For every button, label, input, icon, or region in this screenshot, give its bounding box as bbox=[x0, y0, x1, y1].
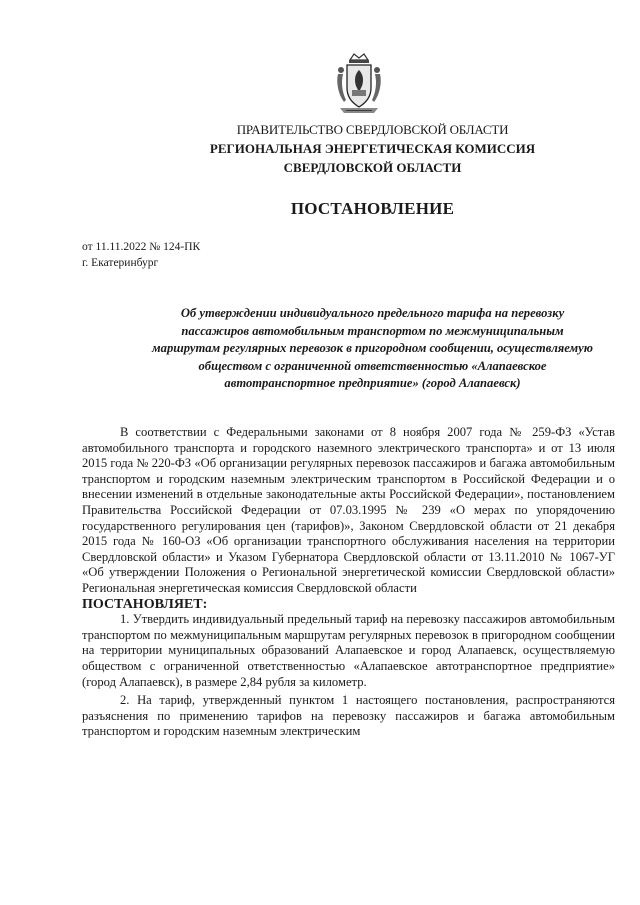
decree-heading: ПОСТАНОВЛЯЕТ: bbox=[82, 596, 208, 612]
item-1-paragraph: 1. Утвердить индивидуальный предельный тариф на перевозку пассажиров автомобильным транспортом по межмуниципальным маршрутам регулярных перевозок в пригородном сообщении на территории муниципальных образований Алапаевское и город Алапаевск, осуществляемую обществом с ограниченной ответственностью «Алапаевское автотранспортное предприятие» (город Алапаевск), в размере 2,84 рубля за километр. bbox=[82, 612, 615, 689]
subject-line: маршрутам регулярных перевозок в пригородном сообщении, осуществляемую bbox=[152, 341, 593, 355]
document-type-title: ПОСТАНОВЛЕНИЕ bbox=[290, 199, 455, 218]
subject-line: пассажиров автомобильным транспортом по межмуниципальным bbox=[181, 323, 564, 338]
org-name-line2: РЕГИОНАЛЬНАЯ ЭНЕРГЕТИЧЕСКАЯ КОМИССИЯ bbox=[209, 141, 536, 156]
item-2-paragraph: 2. На тариф, утвержденный пунктом 1 настоящего постановления, распространяются разъяснения по применению тарифов на перевозку пассажиров и багажа автомобильным транспортом и городским наземным электрическим bbox=[82, 693, 615, 739]
document-city: г. Екатеринбург bbox=[82, 257, 159, 269]
document-body bbox=[82, 425, 615, 740]
preamble-paragraph: В соответствии с Федеральными законами от 8 ноября 2007 года № 259-ФЗ «Устав автомобильного транспорта и городского наземного электрического транспорта» и от 13 июля 2015 года № 220-ФЗ «Об организации регулярных перевозок пассажиров и багажа автомобильным транспортом и городским наземным электрическим транспортом в Российской Федерации и о внесении изменений в отдельные законодательные акты Российской Федерации», постановлением Правительства Российской Федерации от 07.03.1995 № 239 «О мерах по упорядочению государственного регулирования цен (тарифов)», Законом Свердловской области от 21 декабря 2015 года № 160-ОЗ «Об организации транспортного обслуживания населения на территории Свердловской области» и Указом Губернатора Свердловской области от 13.11.2010 № 1067-УГ «Об утверждении Положения о Региональной энергетической комиссии Свердловской области» Региональная энергетическая комиссия Свердловской области bbox=[82, 425, 615, 595]
document-subject bbox=[80, 305, 640, 393]
org-name-line1: ПРАВИТЕЛЬСТВО СВЕРДЛОВСКОЙ ОБЛАСТИ bbox=[236, 122, 509, 137]
document-date-number: от 11.11.2022 № 124-ПК bbox=[82, 241, 201, 253]
subject-line: обществом с ограниченной ответственностью «Алапаевское bbox=[198, 358, 547, 373]
coat-of-arms-icon bbox=[334, 52, 384, 116]
org-name-line3: СВЕРДЛОВСКОЙ ОБЛАСТИ bbox=[283, 160, 462, 175]
subject-line: Об утверждении индивидуального предельного тарифа на перевозку bbox=[180, 306, 565, 320]
subject-line: автотранспортное предприятие» (город Алапаевск) bbox=[224, 376, 521, 390]
